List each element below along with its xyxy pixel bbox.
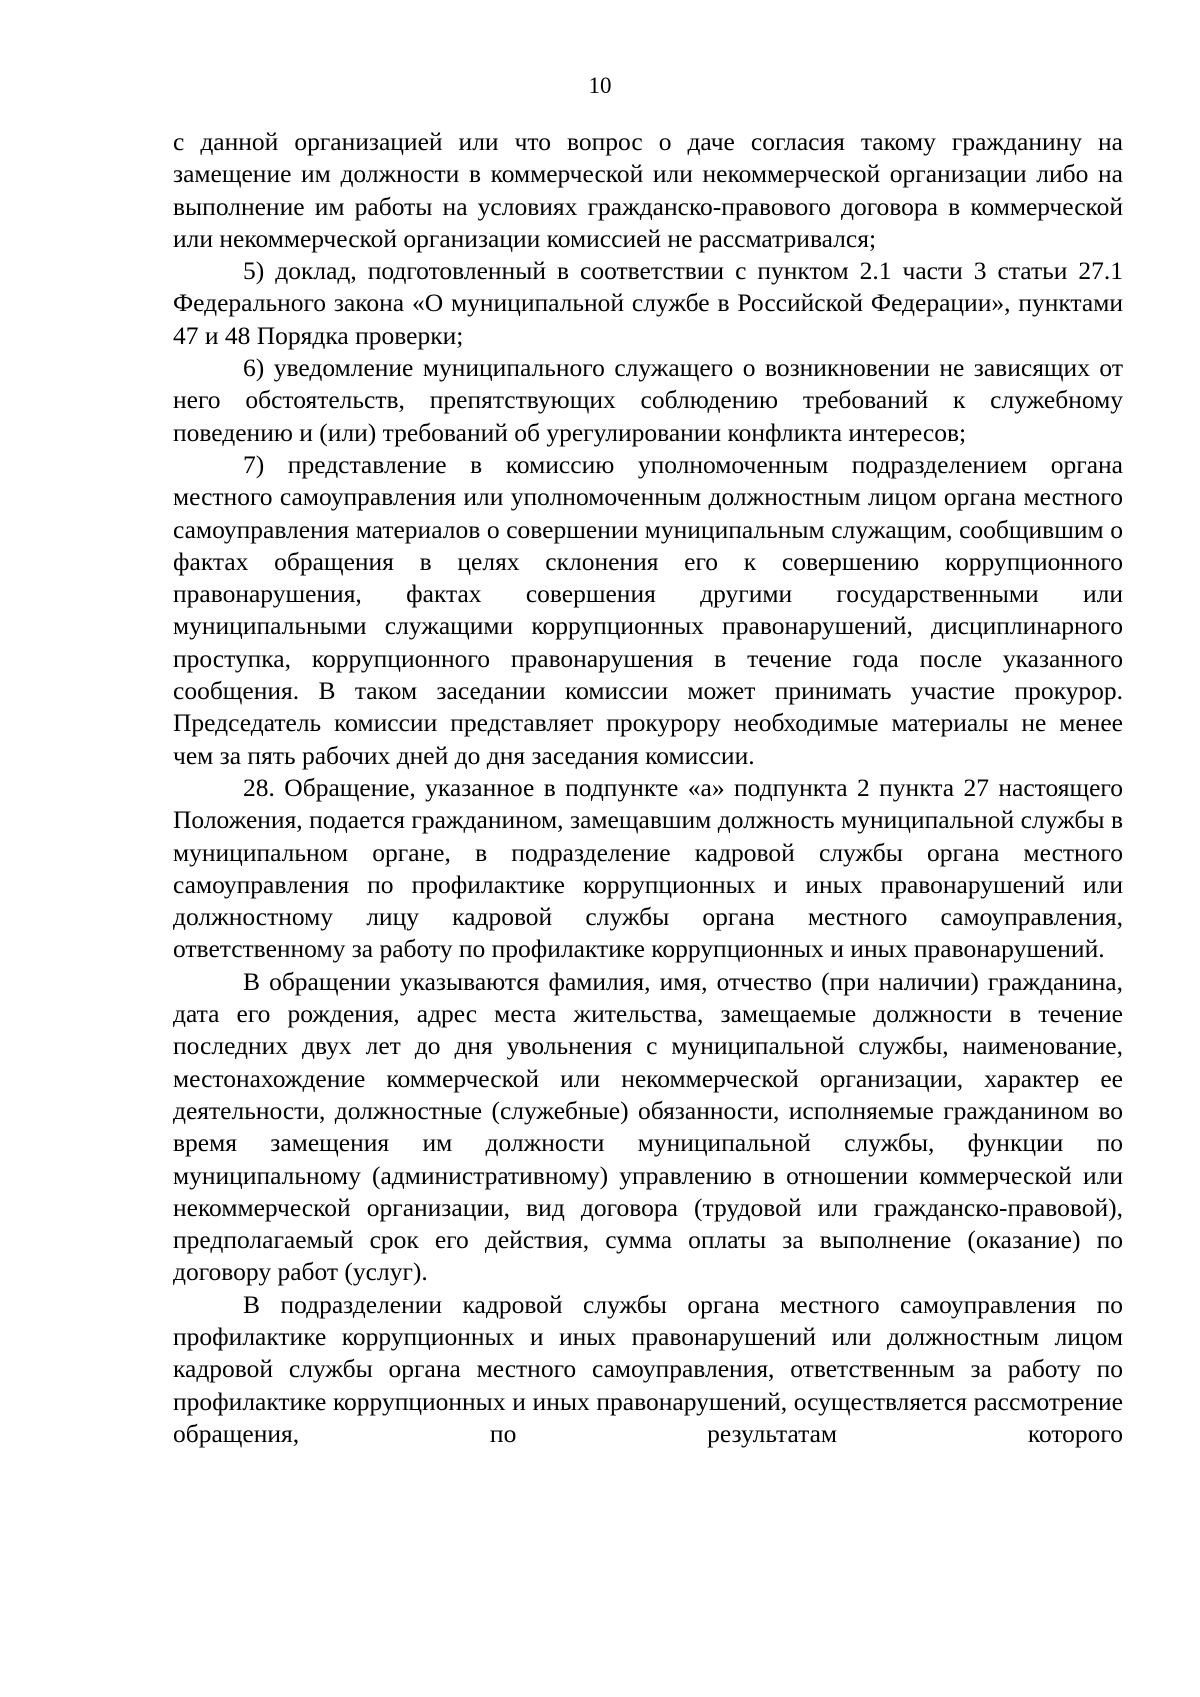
paragraph-appeal-contents: В обращении указываются фамилия, имя, отчество (при наличии) гражданина, дата его рождения, адрес места жительства, замещаемые должности в течение последних двух лет до дня увольнения с муниципальной службы, наименование, местонахождение коммерческой или некоммерческой организации, характер ее деятельности, должностные (служебные) обязанности, исполняемые гражданином во время замещения им должности муниципальной службы, функции по муниципальному (административному) управлению в отношении коммерческой или некоммерческой организации, вид договора (трудовой или гражданско-правовой), предполагаемый срок его действия, сумма оплаты за выполнение (оказание) по договору работ (услуг). bbox=[173, 966, 1123, 1287]
paragraph-appeal-review: В подразделении кадровой службы органа местного самоуправления по профилактике коррупционных и иных правонарушений или должностным лицом кадровой службы органа местного самоуправления, ответственным за работу по профилактике коррупционных и иных правонарушений, осуществляется рассмотрение обращения, по результатам которого bbox=[173, 1289, 1123, 1448]
paragraph-item-6: 6) уведомление муниципального служащего о возникновении не зависящих от него обстоятельств, препятствующих соблюдению требований к служебному поведению и (или) требований об урегулировании конфликта интересов; bbox=[173, 353, 1123, 447]
page-number: 10 bbox=[588, 73, 612, 98]
paragraph-clause-28: 28. Обращение, указанное в подпункте «а» подпункта 2 пункта 27 настоящего Положения, подается гражданином, замещавшим должность муниципальной службы в муниципальном органе, в подразделение кадровой службы органа местного самоуправления по профилактике коррупционных и иных правонарушений или должностному лицу кадровой службы органа местного самоуправления, ответственному за работу по профилактике коррупционных и иных правонарушений. bbox=[173, 772, 1123, 964]
paragraph-item-7: 7) представление в комиссию уполномоченным подразделением органа местного самоуправления или уполномоченным должностным лицом органа местного самоуправления материалов о совершении муниципальным служащим, сообщившим о фактах обращения в целях склонения его к совершению коррупционного правонарушения, фактах совершения другими государственными или муниципальными служащими коррупционных правонарушений, дисциплинарного проступка, коррупционного правонарушения в течение года после указанного сообщения. В таком заседании комиссии может принимать участие прокурор. Председатель комиссии представляет прокурору необходимые материалы не менее чем за пять рабочих дней до дня заседания комиссии. bbox=[173, 449, 1123, 770]
paragraph-continuation: с данной организацией или что вопрос о даче согласия такому гражданину на замещение им должности в коммерческой или некоммерческой организации либо на выполнение им работы на условиях гражданско-правового договора в коммерческой или некоммерческой организации комиссией не рассматривался; bbox=[173, 127, 1123, 253]
paragraph-item-5: 5) доклад, подготовленный в соответствии с пунктом 2.1 части 3 статьи 27.1 Федерального закона «О муниципальной службе в Российской Федерации», пунктами 47 и 48 Порядка проверки; bbox=[173, 256, 1123, 350]
document-body bbox=[173, 126, 1123, 1450]
